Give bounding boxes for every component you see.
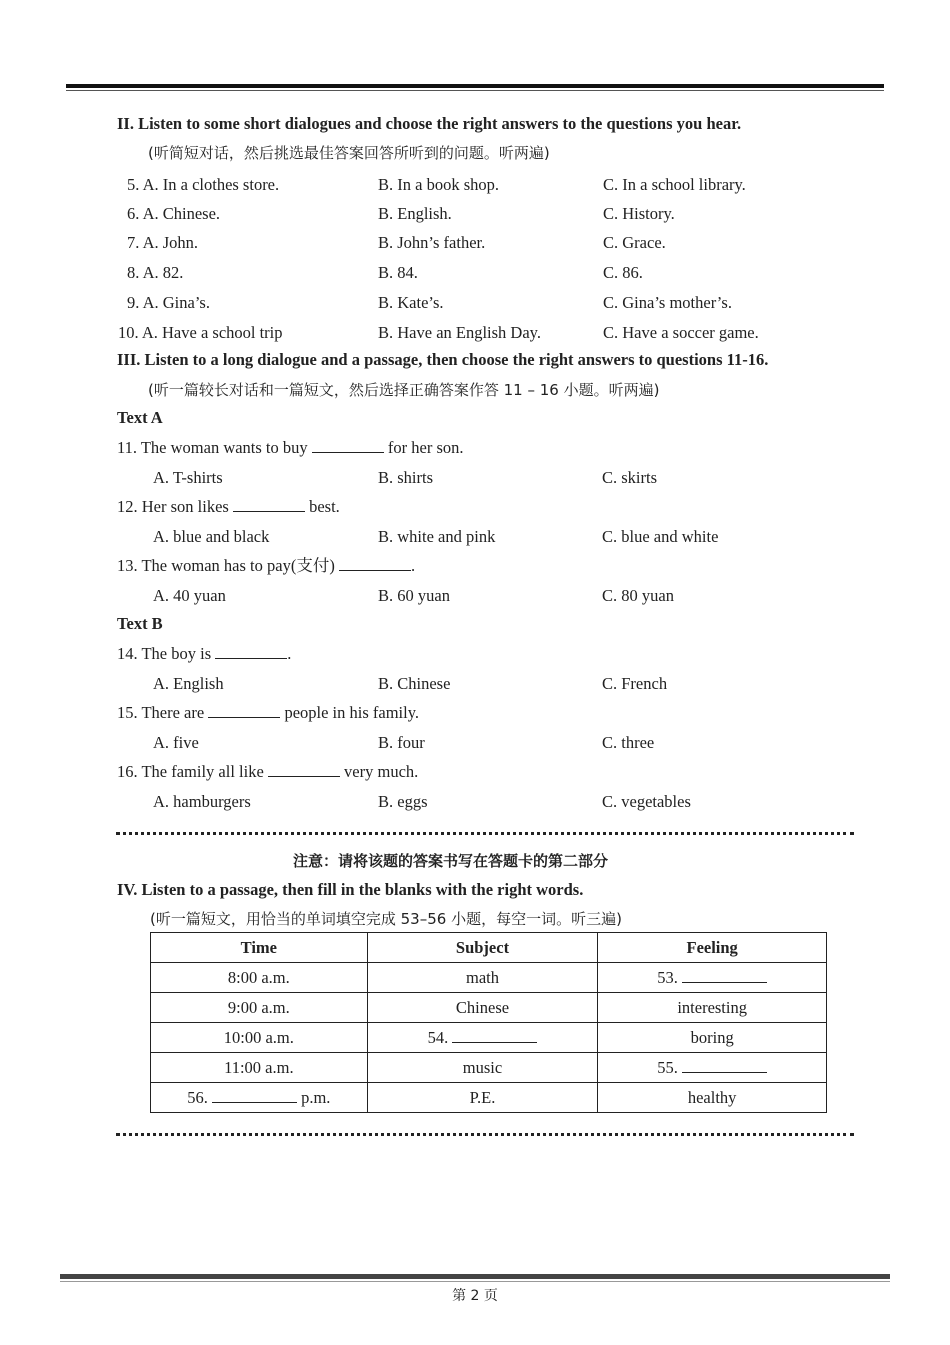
q15-option-c: C. three: [602, 733, 655, 752]
section4-note: (听一篇短文，用恰当的单词填空完成 53–56 小题，每空一词。听三遍): [150, 910, 622, 928]
q12-stem-post: best.: [309, 497, 340, 516]
q15-blank: [208, 703, 280, 718]
cell-time: 8:00 a.m.: [151, 963, 368, 993]
blank-55: [682, 1058, 767, 1073]
q15-option-b: B. four: [378, 733, 425, 752]
q15-option-a: A. five: [153, 733, 199, 752]
q9-option-a: 9. A. Gina’s.: [127, 293, 210, 312]
section2-note: (听简短对话，然后挑选最佳答案回答所听到的问题。听两遍): [148, 144, 550, 162]
q14-option-b: B. Chinese: [378, 674, 451, 693]
q14-stem: [117, 644, 291, 664]
blank-number-54: 54.: [427, 1027, 449, 1047]
q6-option-b: B. English.: [378, 204, 452, 223]
section3-heading: III. Listen to a long dialogue and a passage, then choose the right answers to questions 11-16.: [117, 350, 769, 369]
cell-feeling-blank: [598, 963, 827, 993]
q16-stem: [117, 762, 418, 782]
q16-blank: [268, 762, 340, 777]
table-row: [151, 993, 827, 1023]
dotted-divider-2: [116, 1133, 854, 1136]
q14-option-a: A. English: [153, 674, 224, 693]
q8-option-a: 8. A. 82.: [127, 263, 184, 282]
q13-option-a: A. 40 yuan: [153, 586, 226, 605]
cell-time-blank: [151, 1083, 368, 1113]
q12-option-c: C. blue and white: [602, 527, 719, 546]
column-header-subject: Subject: [367, 933, 598, 963]
q5-option-c: C. In a school library.: [603, 175, 746, 194]
q7-option-b: B. John’s father.: [378, 233, 486, 252]
cell-time: 10:00 a.m.: [151, 1023, 368, 1053]
table-row: [151, 1023, 827, 1053]
blank-number-56: 56.: [187, 1087, 208, 1107]
q11-option-c: C. skirts: [602, 468, 658, 487]
blank-53: [682, 968, 767, 983]
section3-note: (听一篇较长对话和一篇短文，然后选择正确答案作答 11 – 16 小题。听两遍): [148, 381, 660, 399]
table-header-row: [151, 933, 827, 963]
page-number: 第 2 页: [452, 1288, 498, 1304]
blank-number-53: 53.: [657, 967, 678, 987]
footer-rule: [60, 1274, 890, 1279]
q10-option-c: C. Have a soccer game.: [603, 323, 759, 342]
q14-blank: [215, 644, 287, 659]
q14-option-c: C. French: [602, 674, 668, 693]
q5-option-b: B. In a book shop.: [378, 175, 499, 194]
q15-stem-pre: 15. There are: [117, 703, 205, 722]
q8-option-b: B. 84.: [378, 263, 418, 282]
answer-sheet-notice: 注意：请将该题的答案书写在答题卡的第二部分: [293, 852, 609, 870]
header-rule: [66, 84, 884, 88]
q11-stem-pre: 11. The woman wants to buy: [117, 438, 308, 457]
q12-option-b: B. white and pink: [378, 527, 496, 546]
q8-option-c: C. 86.: [603, 263, 643, 282]
cell-subject: music: [367, 1053, 598, 1083]
q16-option-c: C. vegetables: [602, 792, 691, 811]
blank-54: [452, 1028, 537, 1043]
q9-option-b: B. Kate’s.: [378, 293, 444, 312]
blank-number-55: 55.: [657, 1057, 678, 1077]
q5-option-a: 5. A. In a clothes store.: [127, 175, 280, 194]
cell-subject: P.E.: [367, 1083, 598, 1113]
text-b-label: Text B: [117, 614, 163, 633]
cell-subject: Chinese: [367, 993, 598, 1023]
q14-stem-pre: 14. The boy is: [117, 644, 212, 663]
footer-rule-thin: [60, 1281, 890, 1282]
column-header-feeling: Feeling: [598, 933, 827, 963]
q7-option-a: 7. A. John.: [127, 233, 199, 252]
q13-option-b: B. 60 yuan: [378, 586, 450, 605]
q9-option-c: C. Gina’s mother’s.: [603, 293, 732, 312]
q12-blank: [233, 497, 305, 512]
q10-option-a: 10. A. Have a school trip: [118, 323, 283, 342]
cell-time: 11:00 a.m.: [151, 1053, 368, 1083]
q16-stem-pre: 16. The family all like: [117, 762, 264, 781]
q15-stem: [117, 703, 419, 723]
column-header-time: Time: [151, 933, 368, 963]
dotted-divider-1: [116, 832, 854, 835]
q10-option-b: B. Have an English Day.: [378, 323, 541, 342]
q6-option-c: C. History.: [603, 204, 675, 223]
q11-stem-post: for her son.: [387, 438, 464, 457]
cell-feeling-blank: [598, 1053, 827, 1083]
header-rule-thin: [66, 90, 884, 91]
q11-option-b: B. shirts: [378, 468, 434, 487]
time-suffix: p.m.: [301, 1087, 331, 1107]
q7-option-c: C. Grace.: [603, 233, 666, 252]
table-row: [151, 963, 827, 993]
blank-56: [212, 1088, 297, 1103]
section4-heading: IV. Listen to a passage, then fill in the blanks with the right words.: [117, 880, 584, 899]
cell-feeling: interesting: [598, 993, 827, 1023]
q11-stem: [117, 438, 464, 458]
q13-blank: [339, 556, 411, 571]
q12-stem-pre: 12. Her son likes: [117, 497, 229, 516]
q11-option-a: A. T-shirts: [153, 468, 223, 487]
timetable: [150, 932, 827, 1113]
q16-stem-post: very much.: [344, 762, 419, 781]
q13-stem: [117, 556, 415, 576]
q6-option-a: 6. A. Chinese.: [127, 204, 221, 223]
cell-feeling: boring: [598, 1023, 827, 1053]
q12-stem: [117, 497, 340, 517]
q14-stem-post: .: [287, 644, 292, 663]
table-row: [151, 1053, 827, 1083]
q16-option-b: B. eggs: [378, 792, 428, 811]
q12-option-a: A. blue and black: [153, 527, 270, 546]
cell-subject-blank: [367, 1023, 598, 1053]
section2-heading: II. Listen to some short dialogues and choose the right answers to the questions you hear.: [117, 114, 742, 133]
cell-subject: math: [367, 963, 598, 993]
cell-feeling: healthy: [598, 1083, 827, 1113]
q11-blank: [312, 438, 384, 453]
q13-stem-pre: 13. The woman has to pay(支付): [117, 556, 335, 575]
table-row: [151, 1083, 827, 1113]
q15-stem-post: people in his family.: [284, 703, 420, 722]
cell-time: 9:00 a.m.: [151, 993, 368, 1023]
text-a-label: Text A: [117, 408, 163, 427]
q16-option-a: A. hamburgers: [153, 792, 251, 811]
q13-stem-post: .: [410, 556, 416, 575]
q13-option-c: C. 80 yuan: [602, 586, 674, 605]
